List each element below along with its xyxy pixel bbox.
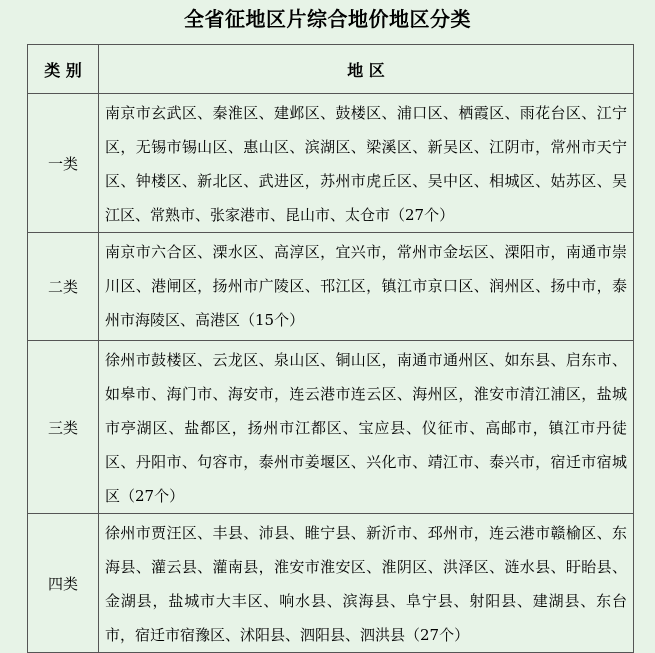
category-cell: 四类 xyxy=(28,514,99,653)
column-header-region: 地 区 xyxy=(99,45,634,94)
table-row xyxy=(28,233,634,341)
category-cell: 一类 xyxy=(28,94,99,233)
table-row xyxy=(28,94,634,233)
column-header-category: 类 别 xyxy=(28,45,99,94)
regions-cell: 徐州市鼓楼区、云龙区、泉山区、铜山区，南通市通州区、如东县、启东市、如皋市、海门市、海安市，连云港市连云区、海州区，淮安市清江浦区，盐城市亭湖区、盐都区，扬州市江都区、宝应县、仪征市、高邮市，镇江市丹徒区、丹阳市、句容市，泰州市姜堰区、兴化市、靖江市、泰兴市，宿迁市宿城区（27个） xyxy=(99,341,634,514)
regions-cell: 南京市六合区、溧水区、高淳区，宜兴市，常州市金坛区、溧阳市，南通市崇川区、港闸区，扬州市广陵区、邗江区，镇江市京口区、润州区、扬中市，泰州市海陵区、高港区（15个） xyxy=(99,233,634,341)
classification-table xyxy=(27,44,634,653)
table-row xyxy=(28,341,634,514)
table-header-row xyxy=(28,45,634,94)
page-title: 全省征地区片综合地价地区分类 xyxy=(184,7,471,31)
category-cell: 二类 xyxy=(28,233,99,341)
regions-cell: 南京市玄武区、秦淮区、建邺区、鼓楼区、浦口区、栖霞区、雨花台区、江宁区，无锡市锡山区、惠山区、滨湖区、梁溪区、新吴区、江阴市，常州市天宁区、钟楼区、新北区、武进区，苏州市虎丘区、吴中区、相城区、姑苏区、吴江区、常熟市、张家港市、昆山市、太仓市（27个） xyxy=(99,94,634,233)
category-cell: 三类 xyxy=(28,341,99,514)
regions-cell: 徐州市贾汪区、丰县、沛县、睢宁县、新沂市、邳州市，连云港市赣榆区、东海县、灌云县、灌南县，淮安市淮安区、淮阴区、洪泽区、涟水县、盱眙县、金湖县，盐城市大丰区、响水县、滨海县、阜宁县、射阳县、建湖县、东台市，宿迁市宿豫区、沭阳县、泗阳县、泗洪县（27个） xyxy=(99,514,634,653)
table-row xyxy=(28,514,634,653)
